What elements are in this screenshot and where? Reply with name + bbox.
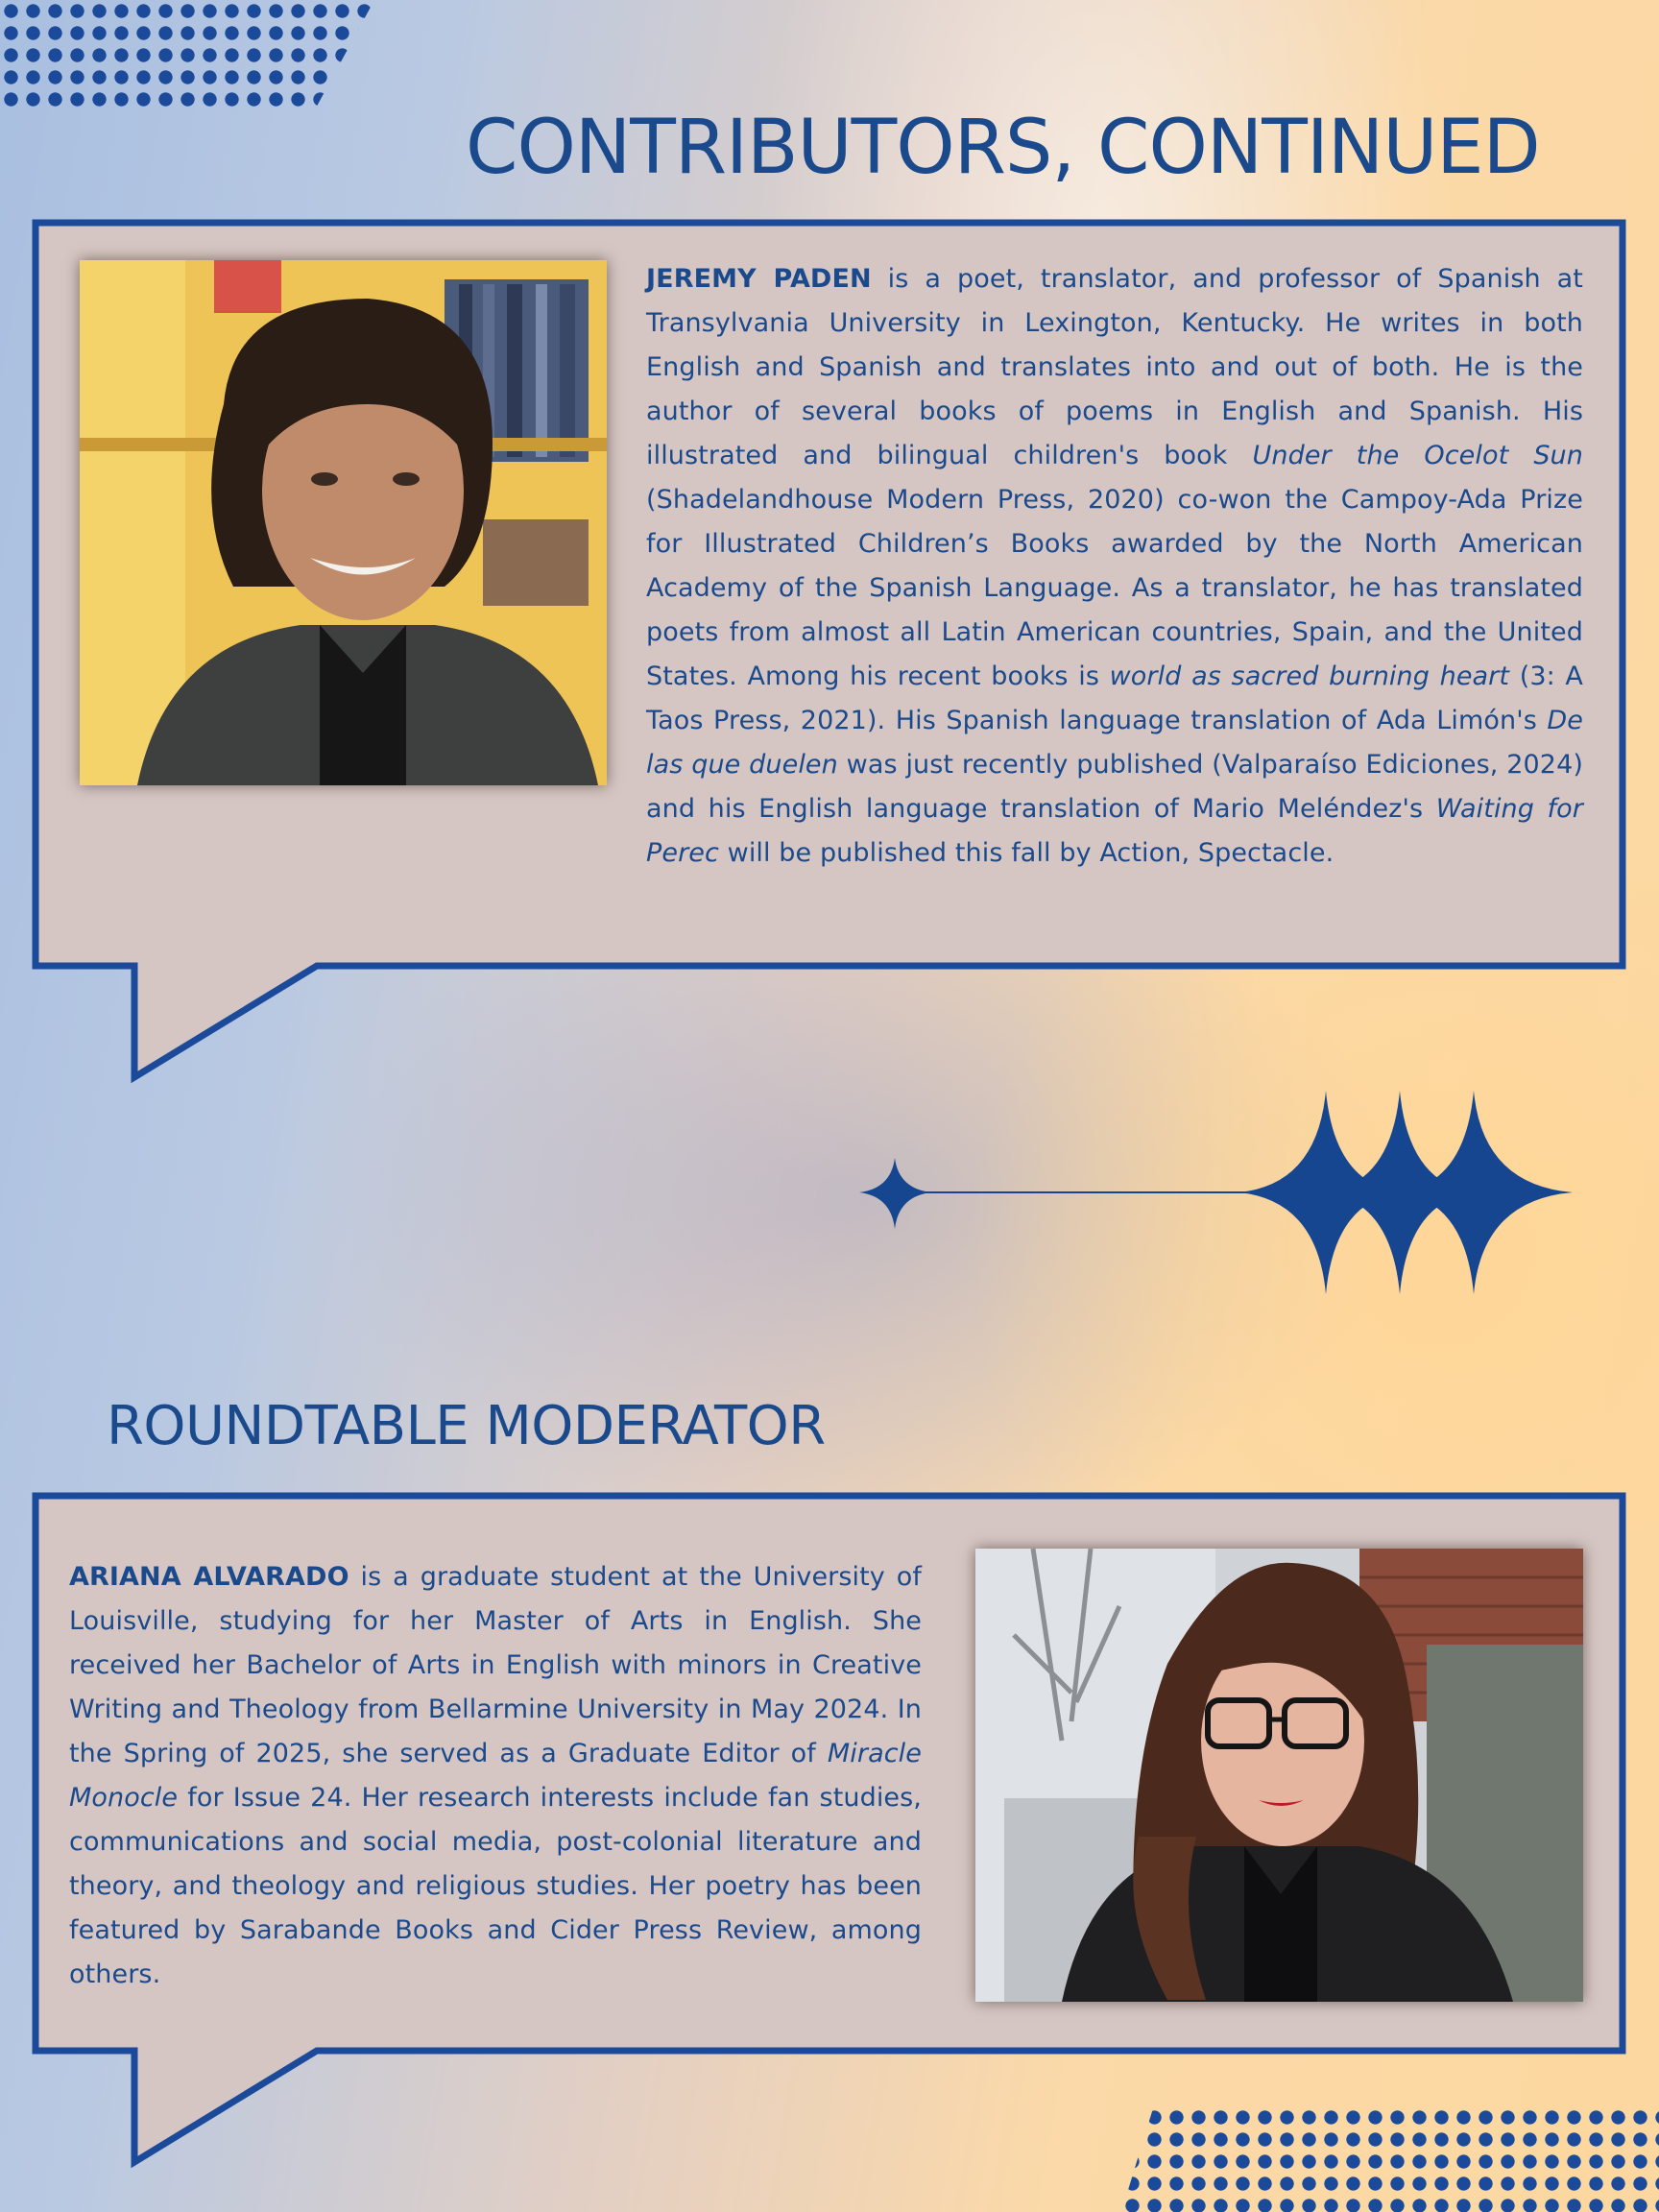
portrait-ariana-alvarado — [975, 1549, 1583, 2002]
portrait-jeremy-paden — [80, 260, 607, 785]
moderator-name: ARIANA ALVARADO — [69, 1562, 349, 1592]
bio-jeremy-paden: JEREMY PADEN is a poet, translator, and professor of Spanish at Transylvania University in Lexington, Kentucky. He writes in both English and Spanish and translates into and out of both. He is the author of several books of poems in English and Spanish. His illustrated and bilingual children's book Under the Ocelot Sun (Shadelandhouse Modern Press, 2020) co-won the Campoy-Ada Prize for Illustrated Children’s Books awarded by the North American Academy of the Spanish Language. As a translator, he has translated poets from almost all Latin American countries, Spain, and the United States. Among his recent books is world as sacred burning heart (3: A Taos Press, 2021). His Spanish language translation of Ada Limón's De las que duelen was just recently published (Valparaíso Ediciones, 2024) and his English language translation of Mario Meléndez's Waiting for Perec will be published this fall by Action, Spectacle. — [646, 264, 1583, 868]
sparkle-divider-icon — [859, 1091, 1573, 1294]
book-title: Under the Ocelot Sun — [1252, 441, 1583, 470]
bio-ariana-alvarado: ARIANA ALVARADO is a graduate student at the University of Louisville, studying for her Master of Arts in English. She received her Bachelor of Arts in English with minors in Creative Writing and Theology from Bellarmine University in May 2024. In the Spring of 2025, she served as a Graduate Editor of Miracle Monocle for Issue 24. Her research interests include fan studies, communications and social media, post-colonial literature and theory, and theology and religious studies. Her poetry has been featured by Sarabande Books and Cider Press Review, among others. — [69, 1562, 922, 1989]
publication-title: Miracle Monocle — [69, 1739, 922, 1813]
book-title: De las que duelen — [646, 706, 1583, 780]
portrait-alvarado-drawing — [975, 1549, 1583, 2002]
book-title: Waiting for Perec — [646, 794, 1583, 868]
contributor-name: JEREMY PADEN — [646, 264, 872, 294]
section-heading-moderator: ROUNDTABLE MODERATOR — [107, 1395, 826, 1457]
book-title: world as sacred burning heart — [1109, 661, 1510, 691]
portrait-paden-drawing — [80, 260, 607, 785]
section-heading-contributors: CONTRIBUTORS, CONTINUED — [466, 105, 1540, 191]
